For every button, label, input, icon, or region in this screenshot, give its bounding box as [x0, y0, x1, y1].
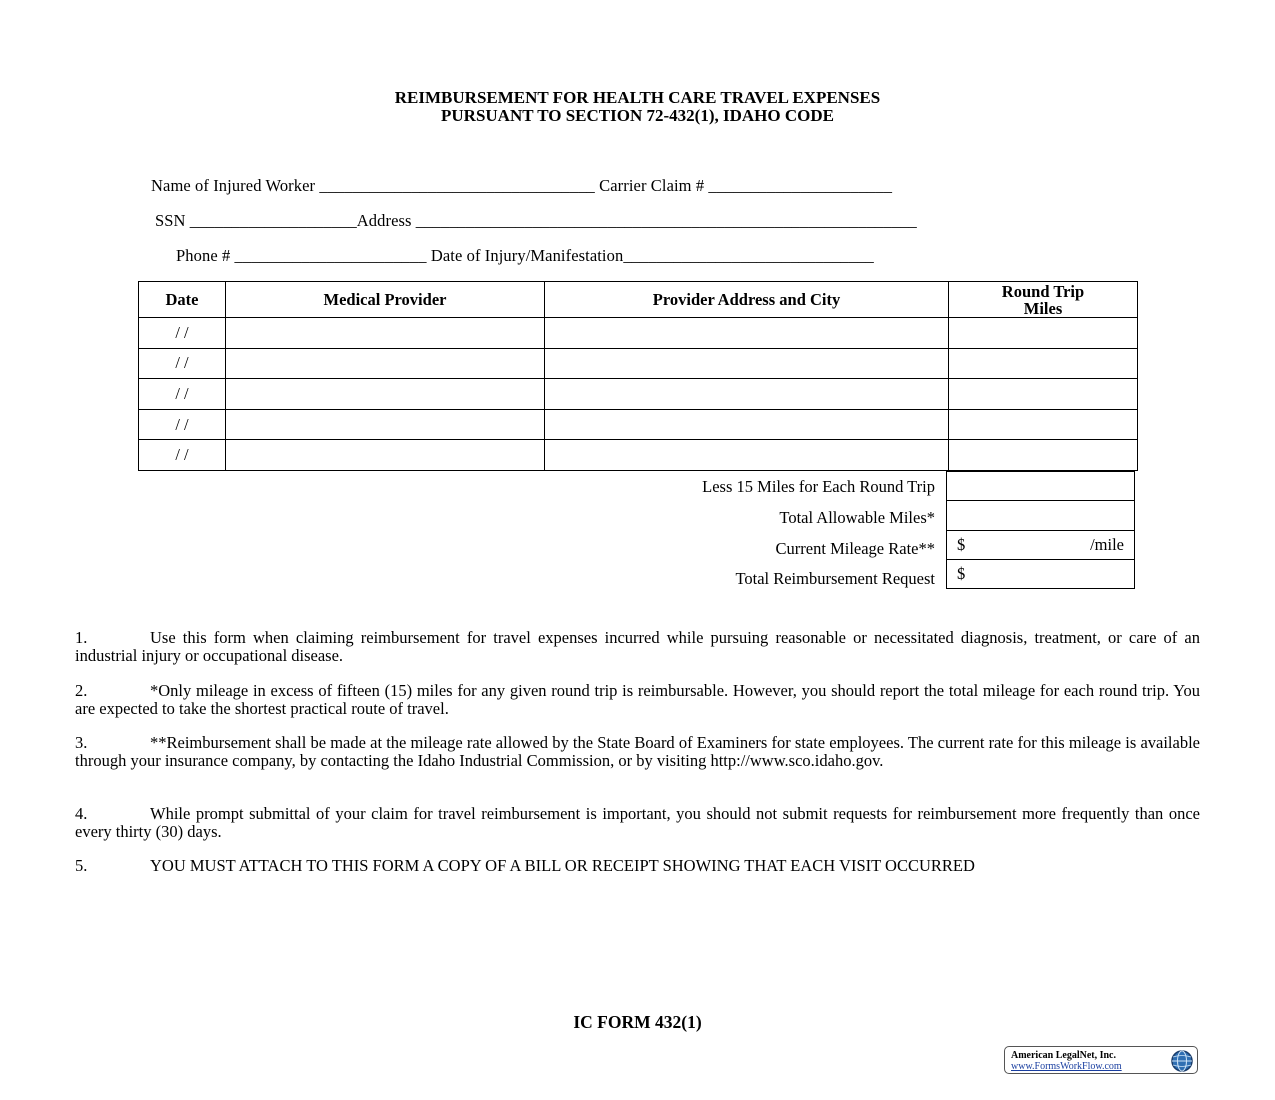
address-cell[interactable] — [545, 409, 949, 440]
table-row — [139, 440, 1138, 471]
form-id-footer: IC FORM 432(1) — [573, 1012, 702, 1032]
address-cell[interactable] — [545, 348, 949, 379]
instruction-note-5 — [75, 857, 1200, 875]
total-reimbursement-label: Total Reimbursement Request — [735, 569, 935, 588]
total-reimbursement-input[interactable] — [947, 559, 1135, 588]
note-text: Use this form when claiming reimbursement for travel expenses incurred while pursuing reasonable or necessitated diagnosis, treatment, or care of an industrial injury or occupational disease. — [75, 628, 1200, 665]
instruction-note-3 — [75, 734, 1200, 769]
form-title-line-1: REIMBURSEMENT FOR HEALTH CARE TRAVEL EXPENSES — [394, 88, 881, 107]
provider-cell[interactable] — [226, 348, 545, 379]
address-cell[interactable] — [545, 379, 949, 410]
summary-table — [946, 471, 1135, 589]
instruction-note-2 — [75, 682, 1200, 717]
date-cell[interactable]: / / — [139, 379, 226, 410]
medical-provider-header: Medical Provider — [226, 282, 545, 318]
worker-claim-field-line[interactable]: Name of Injured Worker _________________________________ Carrier Claim # ______________________ — [151, 176, 893, 195]
logo-company-name: American LegalNet, Inc. — [1011, 1050, 1116, 1061]
mileage-rate-input[interactable] — [947, 530, 1135, 559]
rate-currency-symbol: $ — [957, 534, 966, 554]
miles-cell[interactable] — [949, 379, 1138, 410]
note-number: 3. — [75, 733, 88, 752]
table-row — [139, 379, 1138, 410]
instruction-note-4 — [75, 805, 1200, 840]
provider-cell[interactable] — [226, 379, 545, 410]
instruction-note-1 — [75, 629, 1200, 664]
miles-cell[interactable] — [949, 348, 1138, 379]
address-cell[interactable] — [545, 318, 949, 349]
ssn-address-field-line[interactable]: SSN ____________________Address ____________________________________________________________ — [155, 211, 917, 230]
per-mile-unit: /mile — [1090, 534, 1124, 554]
globe-icon — [1170, 1049, 1194, 1073]
miles-label: Miles — [1023, 298, 1063, 318]
note-text: While prompt submittal of your claim for travel reimbursement is important, you should not submit requests for reimbursement more frequently than once every thirty (30) days. — [75, 804, 1200, 841]
address-cell[interactable] — [545, 440, 949, 471]
provider-address-header: Provider Address and City — [545, 282, 949, 318]
total-allowable-miles-label: Total Allowable Miles* — [779, 508, 935, 527]
date-cell[interactable]: / / — [139, 348, 226, 379]
round-trip-label: Round Trip — [1001, 281, 1085, 301]
current-mileage-rate-label: Current Mileage Rate** — [775, 539, 935, 558]
provider-cell[interactable] — [226, 409, 545, 440]
note-number: 5. — [75, 856, 88, 875]
travel-table — [138, 281, 1138, 471]
note-text: YOU MUST ATTACH TO THIS FORM A COPY OF A BILL OR RECEIPT SHOWING THAT EACH VISIT OCCURRED — [150, 856, 975, 875]
note-number: 1. — [75, 628, 88, 647]
form-title-line-2: PURSUANT TO SECTION 72-432(1), IDAHO CODE — [441, 106, 834, 125]
less-15-miles-input[interactable] — [947, 472, 1135, 501]
less-15-miles-label: Less 15 Miles for Each Round Trip — [702, 477, 935, 496]
table-header-row — [139, 282, 1138, 318]
miles-cell[interactable] — [949, 318, 1138, 349]
logo-url-link[interactable]: www.FormsWorkFlow.com — [1011, 1061, 1122, 1072]
table-row — [139, 409, 1138, 440]
provider-cell[interactable] — [226, 318, 545, 349]
date-header: Date — [139, 282, 226, 318]
note-number: 2. — [75, 681, 88, 700]
table-row — [139, 348, 1138, 379]
note-number: 4. — [75, 804, 88, 823]
phone-injury-date-field-line[interactable]: Phone # _______________________ Date of Injury/Manifestation______________________________ — [176, 246, 874, 265]
total-currency-symbol: $ — [957, 564, 966, 584]
miles-cell[interactable] — [949, 409, 1138, 440]
total-allowable-miles-input[interactable] — [947, 501, 1135, 530]
round-trip-miles-header — [949, 282, 1138, 318]
note-text: **Reimbursement shall be made at the mileage rate allowed by the State Board of Examiners for state employees. The current rate for this mileage is available through your insurance company, by contacting the Idaho Industrial Commission, or by visiting http://www.sco.idaho.gov. — [75, 733, 1200, 770]
note-text: *Only mileage in excess of fifteen (15) miles for any given round trip is reimbursable. However, you should report the total mileage for each round trip. You are expected to take the shortest practical route of travel. — [75, 681, 1200, 718]
date-cell[interactable]: / / — [139, 318, 226, 349]
miles-cell[interactable] — [949, 440, 1138, 471]
table-row — [139, 318, 1138, 349]
provider-cell[interactable] — [226, 440, 545, 471]
date-cell[interactable]: / / — [139, 440, 226, 471]
date-cell[interactable]: / / — [139, 409, 226, 440]
american-legalnet-logo — [1004, 1046, 1198, 1074]
